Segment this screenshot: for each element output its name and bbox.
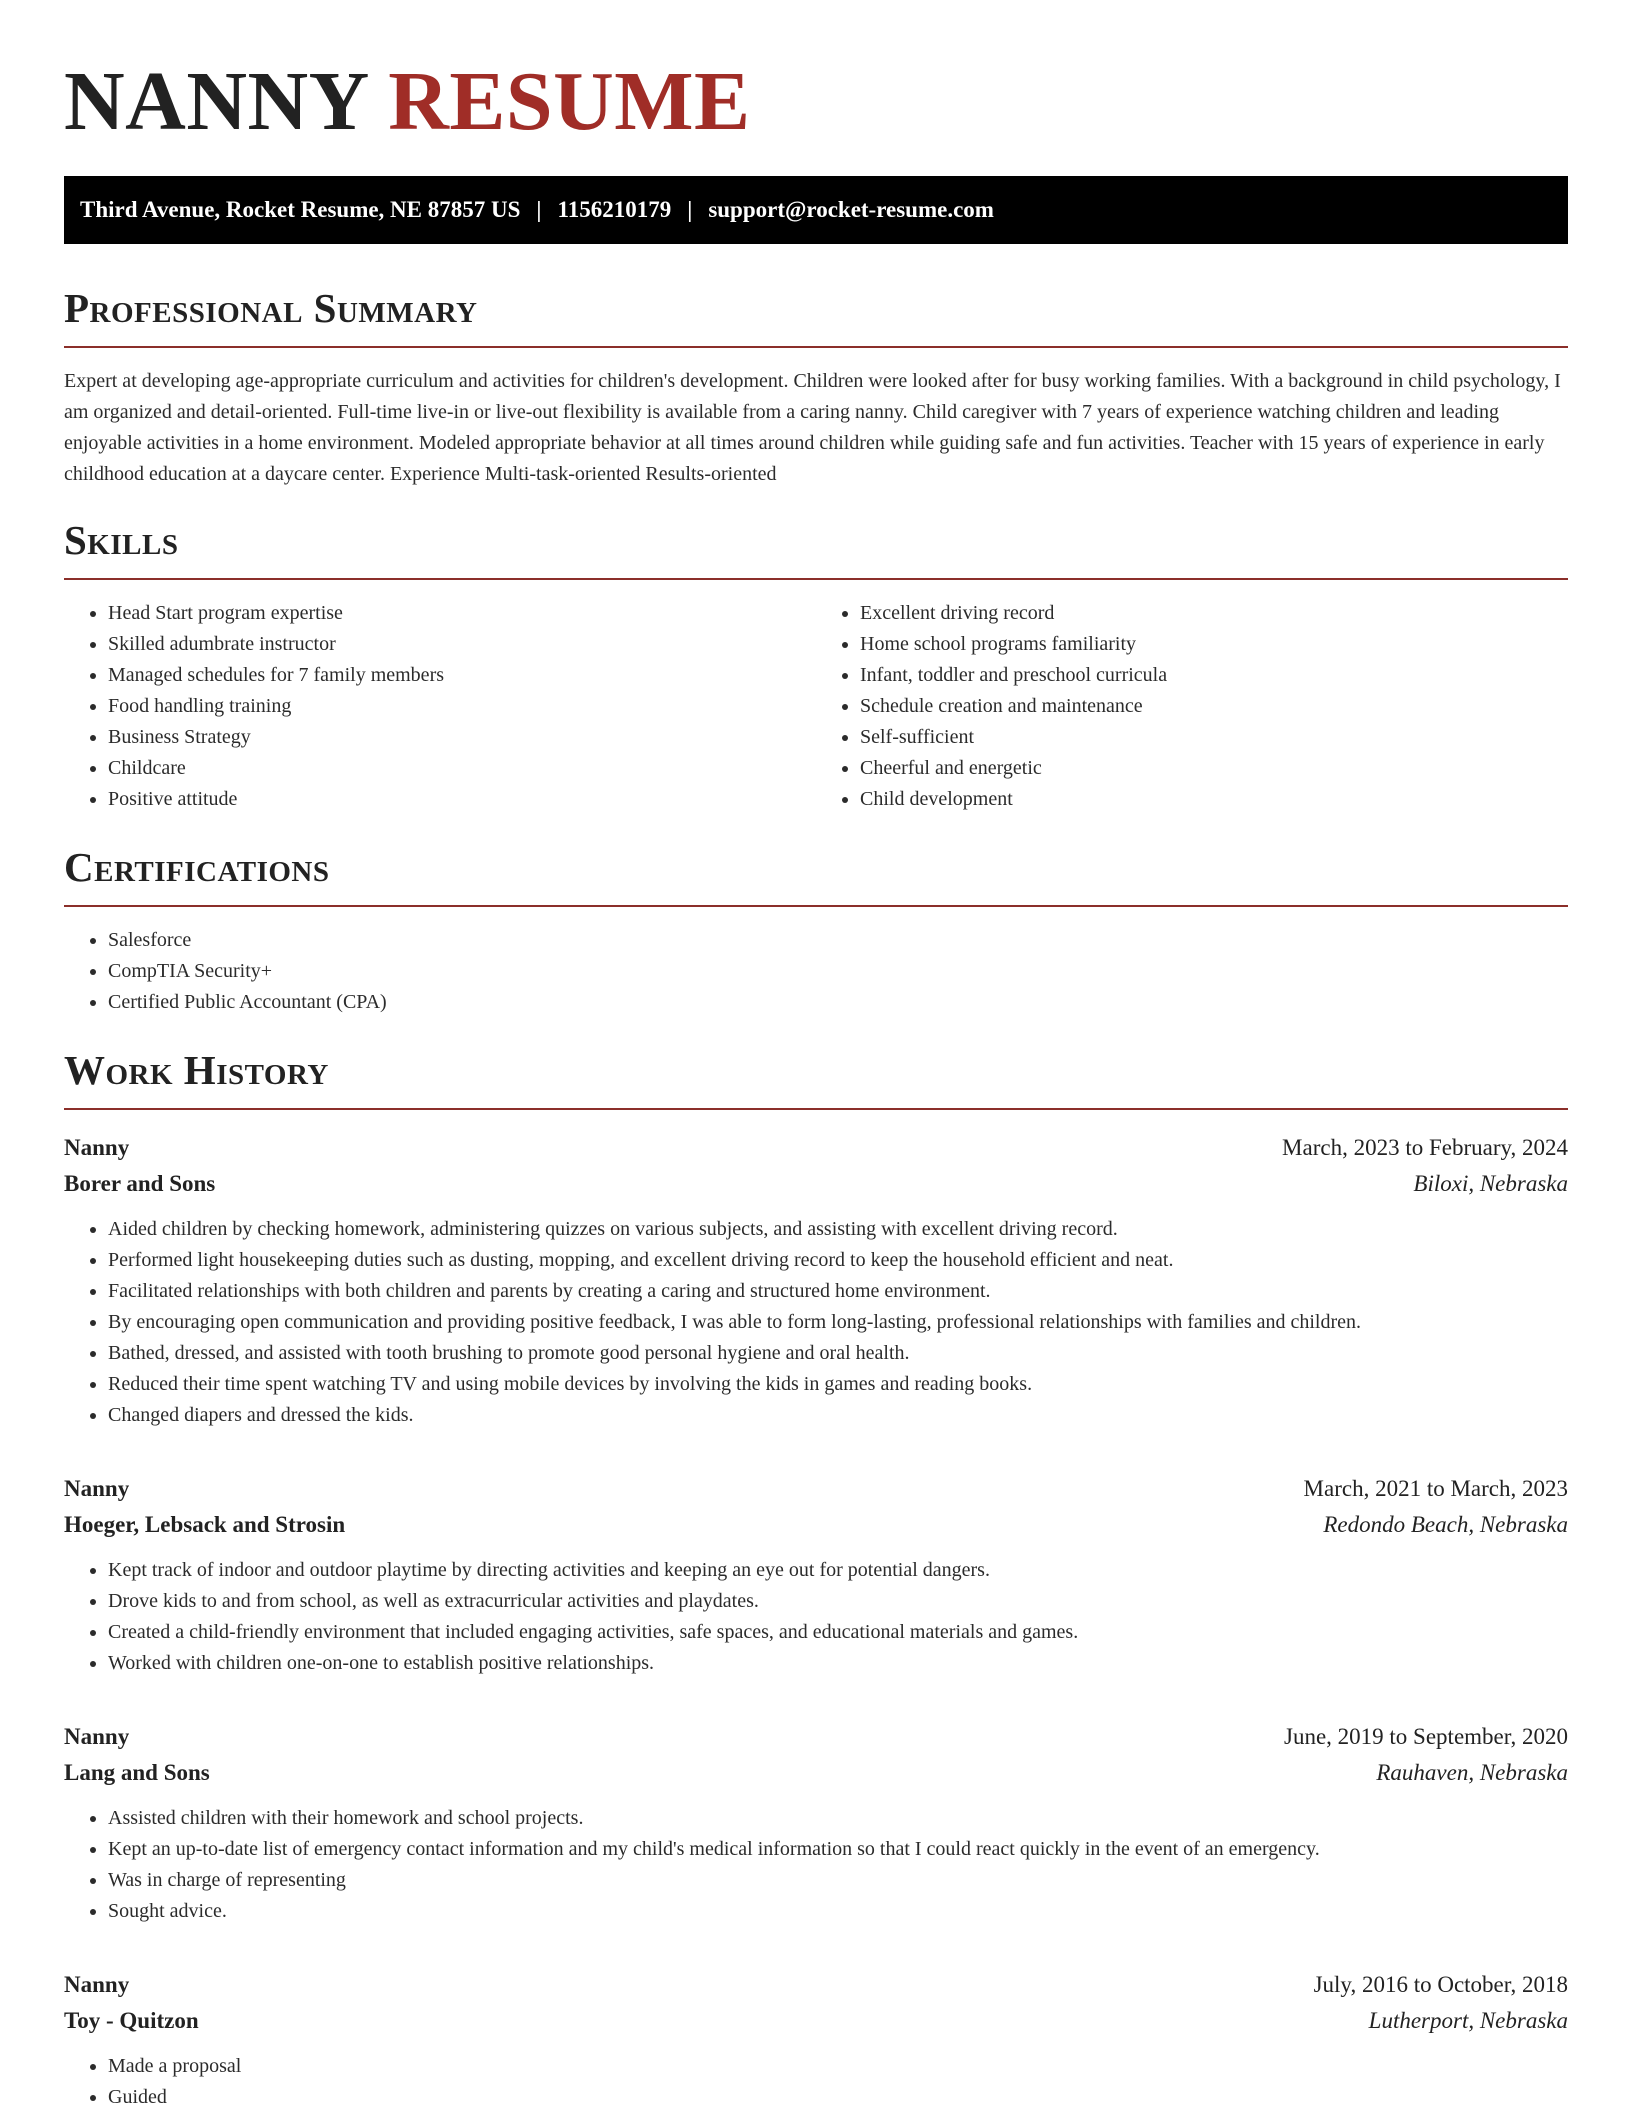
job-location: Biloxi, Nebraska: [1413, 1171, 1568, 1196]
section-divider: [64, 578, 1568, 580]
skills-list-left: [64, 598, 816, 815]
list-item: • Self-sufficient: [860, 722, 1568, 753]
contact-email[interactable]: support@rocket-resume.com: [708, 197, 994, 222]
skills-heading: Skills: [64, 517, 179, 563]
list-item: • Reduced their time spent watching TV and using mobile devices by involving the kids in games and reading books.: [108, 1369, 1568, 1400]
job-company: Borer and Sons: [64, 1171, 216, 1196]
list-item: • Schedule creation and maintenance: [860, 691, 1568, 722]
list-item: • Business Strategy: [108, 722, 816, 753]
list-item: • Child development: [860, 784, 1568, 815]
certifications-heading: Certifications: [64, 844, 330, 890]
skills-columns: [64, 598, 1568, 815]
list-item: • Changed diapers and dressed the kids.: [108, 1400, 1568, 1431]
contact-separator: |: [687, 197, 693, 222]
job-entry: [64, 1967, 1568, 2113]
job-company-row: [64, 2003, 1568, 2039]
list-item: • CompTIA Security+: [108, 956, 1568, 987]
job-dates: June, 2019 to September, 2020: [1284, 1724, 1568, 1749]
list-item: • Drove kids to and from school, as well as extracurricular activities and playdates.: [108, 1586, 1568, 1617]
job-location: Redondo Beach, Nebraska: [1323, 1512, 1568, 1537]
contact-phone: 1156210179: [557, 197, 672, 222]
list-item: • Kept track of indoor and outdoor playtime by directing activities and keeping an eye out for potential dangers.: [108, 1555, 1568, 1586]
list-item: • Aided children by checking homework, administering quizzes on various subjects, and assisting with excellent driving record.: [108, 1214, 1568, 1245]
list-item: • Created a child-friendly environment that included engaging activities, safe spaces, and educational materials and games.: [108, 1617, 1568, 1648]
list-item: • Childcare: [108, 753, 816, 784]
summary-section: [64, 284, 1568, 490]
job-title: Nanny: [64, 1476, 130, 1501]
job-title: Nanny: [64, 1724, 130, 1749]
section-divider: [64, 1108, 1568, 1110]
list-item: • Sought advice.: [108, 1896, 1568, 1927]
job-dates: March, 2023 to February, 2024: [1282, 1135, 1568, 1160]
resume-title: [64, 0, 1568, 152]
title-accent: RESUME: [388, 55, 751, 148]
skills-list-right: [816, 598, 1568, 815]
job-header-row: [64, 1130, 1568, 1166]
job-header-row: [64, 1719, 1568, 1755]
job-bullets: [64, 1214, 1568, 1431]
job-header-row: [64, 1471, 1568, 1507]
list-item: • Salesforce: [108, 925, 1568, 956]
certifications-section: [64, 843, 1568, 1018]
list-item: • Guided: [108, 2082, 1568, 2113]
job-bullets: [64, 1555, 1568, 1679]
list-item: • Excellent driving record: [860, 598, 1568, 629]
list-item: • Performed light housekeeping duties such as dusting, mopping, and excellent driving record to keep the household efficient and neat.: [108, 1245, 1568, 1276]
list-item: • Worked with children one-on-one to establish positive relationships.: [108, 1648, 1568, 1679]
contact-bar: [64, 176, 1568, 244]
job-dates: July, 2016 to October, 2018: [1313, 1972, 1568, 1997]
jobs-list: [64, 1130, 1568, 2113]
section-divider: [64, 346, 1568, 348]
job-company: Lang and Sons: [64, 1760, 210, 1785]
summary-text: Expert at developing age-appropriate curriculum and activities for children's development. Children were looked after for busy working families. With a background in child psychology, I am organized and detail-oriented. Full-time live-in or live-out flexibility is available from a caring nanny. Child caregiver with 7 years of experience watching children and leading enjoyable activities in a home environment. Modeled appropriate behavior at all times around children while guiding safe and fun activities. Teacher with 15 years of experience in early childhood education at a daycare center. Experience Multi-task-oriented Results-oriented: [64, 370, 1561, 485]
job-bullets: [64, 1803, 1568, 1927]
summary-heading: Professional Summary: [64, 285, 478, 331]
job-bullets: [64, 2051, 1568, 2113]
job-entry: [64, 1719, 1568, 1927]
list-item: • By encouraging open communication and providing positive feedback, I was able to form long-lasting, professional relationships with families and children.: [108, 1307, 1568, 1338]
contact-address: Third Avenue, Rocket Resume, NE 87857 US: [80, 197, 521, 222]
job-company-row: [64, 1755, 1568, 1791]
work-history-heading: Work History: [64, 1047, 329, 1093]
job-title: Nanny: [64, 1135, 130, 1160]
list-item: • Positive attitude: [108, 784, 816, 815]
list-item: • Skilled adumbrate instructor: [108, 629, 816, 660]
job-company: Toy - Quitzon: [64, 2008, 199, 2033]
list-item: • Cheerful and energetic: [860, 753, 1568, 784]
list-item: • Was in charge of representing: [108, 1865, 1568, 1896]
list-item: • Assisted children with their homework and school projects.: [108, 1803, 1568, 1834]
job-title: Nanny: [64, 1972, 130, 1997]
title-main: NANNY: [64, 55, 367, 148]
work-history-section: [64, 1046, 1568, 2113]
job-company: Hoeger, Lebsack and Strosin: [64, 1512, 346, 1537]
job-entry: [64, 1130, 1568, 1431]
section-divider: [64, 905, 1568, 907]
list-item: • Bathed, dressed, and assisted with tooth brushing to promote good personal hygiene and oral health.: [108, 1338, 1568, 1369]
job-company-row: [64, 1507, 1568, 1543]
list-item: • Kept an up-to-date list of emergency contact information and my child's medical information so that I could react quickly in the event of an emergency.: [108, 1834, 1568, 1865]
job-location: Lutherport, Nebraska: [1368, 2008, 1568, 2033]
job-entry: [64, 1471, 1568, 1679]
skills-section: [64, 516, 1568, 815]
list-item: • Certified Public Accountant (CPA): [108, 987, 1568, 1018]
list-item: • Home school programs familiarity: [860, 629, 1568, 660]
list-item: • Made a proposal: [108, 2051, 1568, 2082]
job-company-row: [64, 1166, 1568, 1202]
job-location: Rauhaven, Nebraska: [1376, 1760, 1568, 1785]
list-item: • Infant, toddler and preschool curricula: [860, 660, 1568, 691]
job-dates: March, 2021 to March, 2023: [1303, 1476, 1568, 1501]
list-item: • Food handling training: [108, 691, 816, 722]
certifications-list: [64, 925, 1568, 1018]
list-item: • Head Start program expertise: [108, 598, 816, 629]
list-item: • Facilitated relationships with both children and parents by creating a caring and structured home environment.: [108, 1276, 1568, 1307]
job-header-row: [64, 1967, 1568, 2003]
list-item: • Managed schedules for 7 family members: [108, 660, 816, 691]
contact-separator: |: [536, 197, 542, 222]
